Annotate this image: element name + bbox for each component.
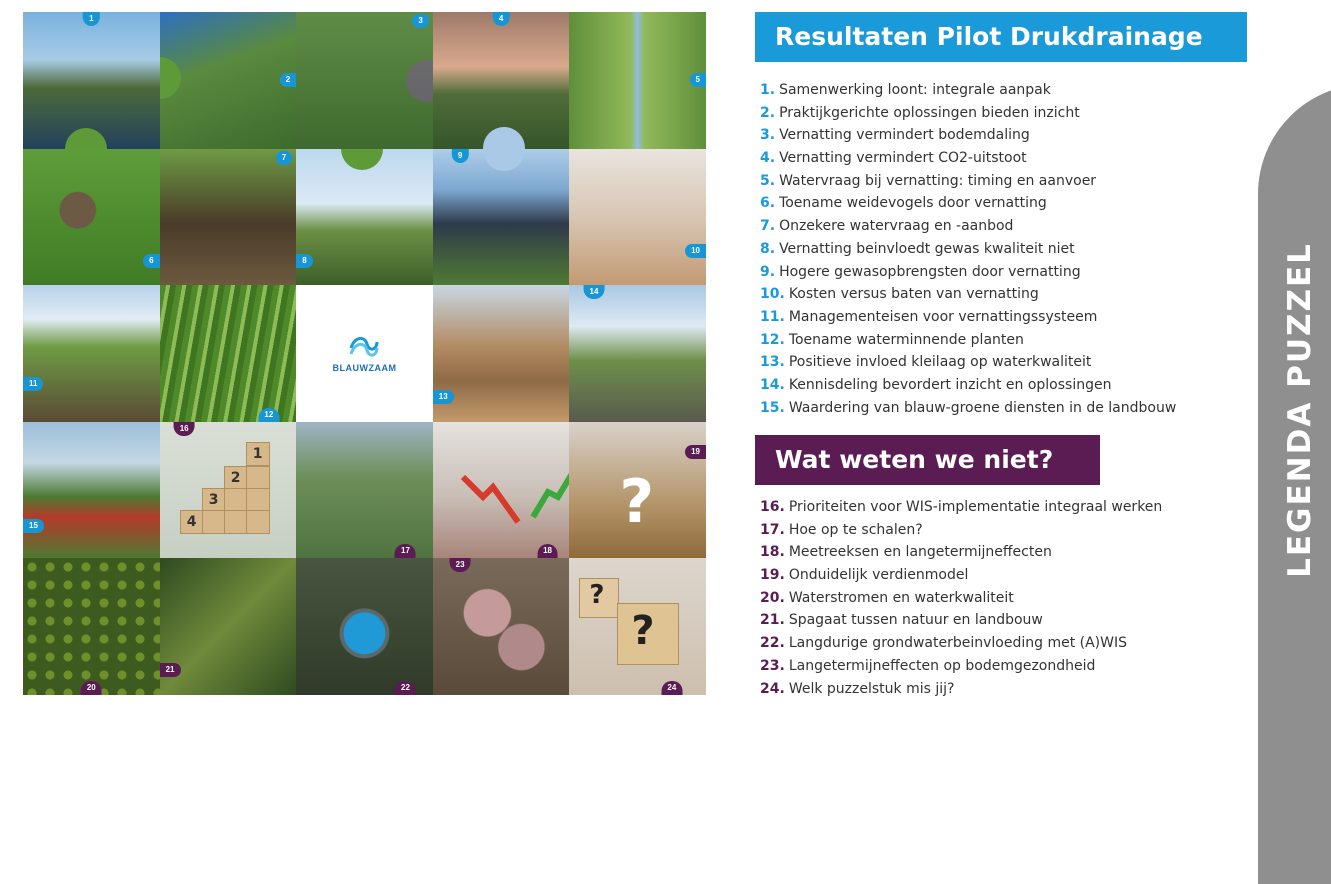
item-number: 24. [760, 680, 785, 697]
item-number: 9. [760, 263, 776, 280]
item-text: Toename weidevogels door vernatting [779, 195, 1047, 212]
item-number: 17. [760, 521, 785, 538]
tile-number-badge: 8 [296, 254, 312, 268]
item-text: Spagaat tussen natuur en landbouw [788, 612, 1043, 629]
puzzle-knob [406, 60, 433, 102]
item-number: 21. [760, 612, 785, 629]
puzzle-tile-3 [296, 12, 433, 149]
puzzle-tile-23 [433, 558, 570, 695]
puzzle-knob [296, 330, 317, 372]
list-item [760, 215, 1176, 238]
blauwzaam-logo-icon [347, 334, 381, 360]
question-mark-icon: ? [619, 466, 655, 537]
item-number: 13. [760, 354, 785, 371]
list-item [760, 192, 1176, 215]
question-mark-icon: ? [589, 580, 605, 611]
item-text: Managementeisen voor vernattingssysteem [788, 308, 1098, 325]
puzzle-tile-8 [296, 149, 433, 286]
number-cube [246, 488, 270, 512]
tile-number-badge: 21 [160, 663, 181, 677]
tile-number-badge: 16 [174, 422, 195, 436]
item-number: 6. [760, 195, 776, 212]
item-text: Onzekere watervraag en -aanbod [779, 218, 1014, 235]
question-mark-icon: ? [631, 608, 655, 655]
puzzle-tile-14 [569, 285, 706, 422]
tile-number-badge: 4 [493, 12, 509, 26]
tile-number-badge: 11 [23, 377, 43, 391]
item-text: Kennisdeling bevordert inzicht en oplossingen [788, 376, 1112, 393]
list-item [760, 587, 1162, 610]
item-text: Praktijkgerichte oplossingen bieden inzicht [779, 104, 1080, 121]
tile-number-badge: 13 [433, 390, 454, 404]
puzzle-tile-18 [433, 422, 570, 559]
list-item [760, 564, 1162, 587]
puzzle-tile-4 [433, 12, 570, 149]
item-number: 20. [760, 589, 785, 606]
puzzle-tile-9 [433, 149, 570, 286]
puzzle-grid [23, 12, 706, 695]
tile-number-badge: 5 [690, 73, 706, 87]
puzzle-tile-5 [569, 12, 706, 149]
results-list [760, 79, 1176, 419]
item-number: 10. [760, 286, 785, 303]
list-item [760, 351, 1176, 374]
trend-arrows-icon [433, 432, 569, 542]
puzzle-tile-21 [160, 558, 297, 695]
number-cube [246, 466, 270, 490]
item-number: 16. [760, 499, 785, 515]
item-text: Waardering van blauw-groene diensten in de landbouw [788, 399, 1177, 416]
item-text: Hoe op te schalen? [788, 521, 923, 538]
legend-label: LEGENDA PUZZEL [1282, 242, 1318, 578]
puzzle-tile-13 [433, 285, 570, 422]
puzzle-knob [160, 57, 181, 99]
tile-number-badge: 23 [450, 558, 471, 572]
tile-number-badge: 14 [584, 285, 605, 299]
tile-number-badge: 2 [280, 73, 296, 87]
item-text: Waterstromen en waterkwaliteit [788, 589, 1014, 606]
number-cube [224, 488, 248, 512]
item-number: 2. [760, 104, 776, 121]
list-item [760, 79, 1176, 102]
puzzle-tile-17 [296, 422, 433, 559]
puzzle-tile-logo [296, 285, 433, 422]
tile-number-badge: 9 [452, 149, 468, 163]
list-item [760, 102, 1176, 125]
puzzle-knob [65, 128, 107, 149]
tile-number-badge: 24 [661, 681, 682, 695]
item-text: Langetermijneffecten op bodemgezondheid [788, 657, 1096, 674]
puzzle-tile-16 [160, 422, 297, 559]
item-text: Watervraag bij vernatting: timing en aanvoer [779, 172, 1097, 189]
tile-number-badge: 19 [685, 445, 706, 459]
list-item [760, 632, 1162, 655]
puzzle-knob [412, 330, 433, 372]
tile-number-badge: 10 [685, 244, 706, 258]
puzzle-knob [483, 149, 525, 171]
tile-number-badge: 3 [412, 14, 428, 28]
item-text: Meetreeksen en langetermijneffecten [788, 544, 1052, 561]
puzzle-tile-1 [23, 12, 160, 149]
item-number: 18. [760, 544, 785, 561]
tile-number-badge: 15 [23, 519, 44, 533]
item-number: 12. [760, 331, 785, 348]
list-item [760, 306, 1176, 329]
item-number: 23. [760, 657, 785, 674]
puzzle-knob [341, 149, 383, 170]
list-item [760, 541, 1162, 564]
puzzle-tile-22 [296, 558, 433, 695]
puzzle-tile-15 [23, 422, 160, 559]
puzzle-knob [483, 127, 525, 149]
puzzle-tile-2 [160, 12, 297, 149]
item-number: 1. [760, 82, 776, 98]
tile-number-badge: 6 [143, 254, 159, 268]
tile-number-badge: 7 [276, 151, 292, 165]
puzzle-tile-6 [23, 149, 160, 286]
number-cube: 3 [202, 488, 226, 512]
item-text: Hogere gewasopbrengsten door vernatting [779, 263, 1081, 280]
list-item [760, 678, 1162, 701]
item-text: Toename waterminnende planten [788, 331, 1024, 348]
item-text: Prioriteiten voor WIS-implementatie integraal werken [788, 499, 1163, 515]
tile-number-badge: 18 [537, 544, 558, 558]
puzzle-tile-10 [569, 149, 706, 286]
number-cube [246, 510, 270, 534]
list-item [760, 496, 1162, 519]
puzzle-tile-20 [23, 558, 160, 695]
number-cube: 1 [246, 442, 270, 466]
list-item [760, 283, 1176, 306]
tile-number-badge: 22 [395, 681, 416, 695]
tile-number-badge: 1 [83, 12, 99, 26]
list-item [760, 519, 1162, 542]
item-number: 7. [760, 218, 776, 235]
item-number: 8. [760, 240, 776, 257]
item-text: Kosten versus baten van vernatting [788, 286, 1039, 303]
puzzle-tile-19 [569, 422, 706, 559]
list-item [760, 124, 1176, 147]
item-text: Positieve invloed kleilaag op waterkwaliteit [788, 354, 1092, 371]
item-number: 5. [760, 172, 776, 189]
logo-text: BLAUWZAAM [332, 362, 397, 373]
unknowns-heading: Wat weten we niet? [755, 435, 1100, 485]
item-text: Langdurige grondwaterbeinvloeding met (A)WIS [788, 635, 1128, 652]
item-text: Samenwerking loont: integrale aanpak [779, 82, 1051, 98]
item-number: 15. [760, 399, 785, 416]
list-item [760, 238, 1176, 261]
tile-number-badge: 12 [258, 408, 279, 422]
item-text: Vernatting vermindert bodemdaling [779, 127, 1030, 144]
item-number: 3. [760, 127, 776, 144]
list-item [760, 261, 1176, 284]
item-text: Vernatting vermindert CO2-uitstoot [779, 150, 1027, 167]
tile-number-badge: 17 [395, 544, 416, 558]
number-cube [224, 510, 248, 534]
item-number: 4. [760, 150, 776, 167]
tile-number-badge: 20 [81, 681, 102, 695]
number-cube: 2 [224, 466, 248, 490]
list-item [760, 329, 1176, 352]
item-text: Welk puzzelstuk mis jij? [788, 680, 955, 697]
list-item [760, 397, 1176, 420]
list-item [760, 655, 1162, 678]
number-cube: 4 [180, 510, 204, 534]
item-text: Vernatting beinvloedt gewas kwaliteit niet [779, 240, 1075, 257]
item-text: Onduidelijk verdienmodel [788, 567, 969, 584]
list-item [760, 374, 1176, 397]
list-item [760, 170, 1176, 193]
item-number: 14. [760, 376, 785, 393]
puzzle-tile-24 [569, 558, 706, 695]
unknowns-list [760, 496, 1162, 700]
item-number: 11. [760, 308, 785, 325]
item-number: 22. [760, 635, 785, 652]
puzzle-tile-7 [160, 149, 297, 286]
results-heading: Resultaten Pilot Drukdrainage [755, 12, 1247, 62]
list-item [760, 147, 1176, 170]
number-cube [202, 510, 226, 534]
puzzle-tile-12 [160, 285, 297, 422]
list-item [760, 609, 1162, 632]
item-number: 19. [760, 567, 785, 584]
puzzle-tile-11 [23, 285, 160, 422]
